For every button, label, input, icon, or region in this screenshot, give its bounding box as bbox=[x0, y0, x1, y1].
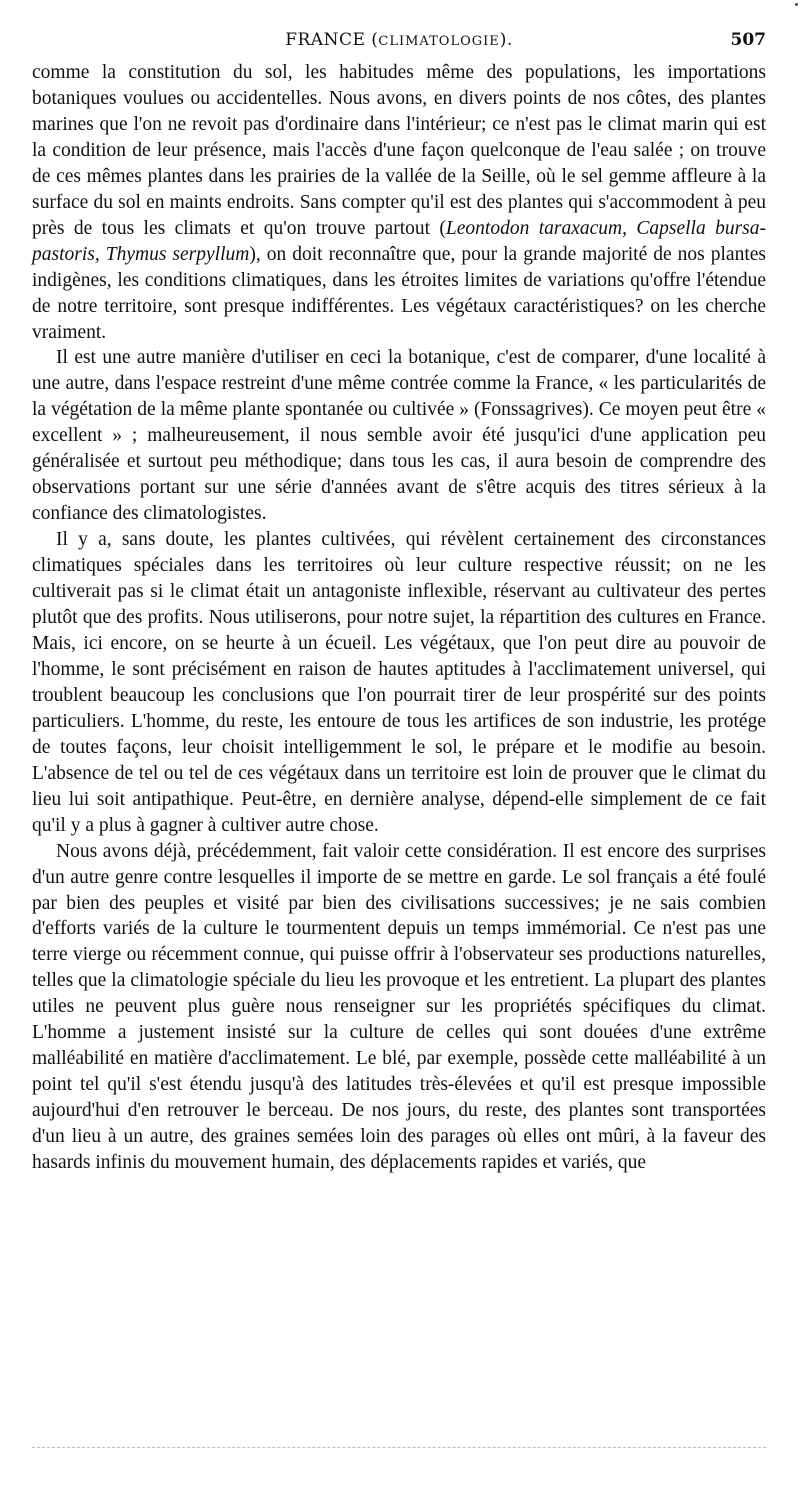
running-title-end: ). bbox=[499, 30, 513, 50]
running-head bbox=[32, 30, 766, 56]
paragraph-2 bbox=[32, 345, 766, 527]
paragraph-text: Il y a, sans doute, les plantes cultivées, qui révèlent certainement des circonstances climatiques spéciales dans les territoires où leur culture respective réussit; on ne les cultiverait pas si le climat était un antagoniste inflexible, réservant au cultivateur des pertes plutôt que des profits. Nous utiliserons, pour notre sujet, la répartition des cultures en France. Mais, ici encore, on se heurte à un écueil. Les végétaux, que l'on peut dire au pouvoir de l'homme, le sont précisément en raison de hautes aptitudes à l'acclimatement universel, qui troublent beaucoup les conclusions que l'on pourrait tirer de leur prospérité sur des points particuliers. L'homme, du reste, les entoure de tous les artifices de son industrie, les protége de toutes façons, leur choisit intelligemment le sol, le prépare et le modifie au besoin. L'absence de tel ou tel de ces végétaux dans un territoire est loin de prouver que le climat du lieu lui soit antipathique. Peut-être, en dernière analyse, dépend-elle simplement de ce fait qu'il y a plus à gagner à cultiver autre chose. bbox=[32, 529, 766, 836]
paragraph-text: comme la constitution du sol, les habitudes même des populations, les importations botaniques voulues ou accidentelles. Nous avons, en divers points de nos côtes, des plantes marines que l'on ne revoit pas d'ordinaire dans l'intérieur; ce n'est pas le climat marin qui est la condition de leur présence, mais l'accès d'une façon quelconque de l'eau salée ; on trouve de ces mêmes plantes dans les prairies de la vallée de la Seille, où le sel gemme affleure à la surface du sol en maints endroits. Sans compter qu'il est des plantes qui s'accommodent à peu près de tous les climats et qu'on trouve partout ( bbox=[32, 62, 766, 239]
running-title bbox=[32, 30, 766, 50]
running-title-smallcaps: CLIMATOLOGIE bbox=[378, 34, 500, 49]
scan-speck bbox=[795, 3, 798, 6]
paragraph-1 bbox=[32, 60, 766, 345]
italic-text: Leontodon taraxacum, Capsella bursa-pastoris, Thymus serpyllum bbox=[32, 217, 767, 265]
footer-rule bbox=[32, 1447, 766, 1448]
paragraph-text: ), on doit reconnaître que, pour la grande majorité de nos plantes indigènes, les conditions climatiques, dans les étroites limites de variations qu'offre l'étendue de notre territoire, sont presque indifférentes. Les végétaux caractéristiques? on les cherche vraiment. bbox=[32, 243, 767, 343]
paragraph-3 bbox=[32, 527, 766, 838]
running-title-main: FRANCE ( bbox=[285, 30, 379, 50]
body-text bbox=[32, 60, 766, 1176]
paragraph-4 bbox=[32, 839, 766, 1176]
paragraph-text: Nous avons déjà, précédemment, fait valoir cette considération. Il est encore des surprises d'un autre genre contre lesquelles il importe de se mettre en garde. Le sol français a été foulé par bien des peuples et visité par bien des civilisations successives; je ne sais combien d'efforts variés de la culture le tourmentent depuis un temps immémorial. Ce n'est pas une terre vierge ou récemment connue, qui puisse offrir à l'observateur ses productions naturelles, telles que la climatologie spéciale du lieu les provoque et les entretient. La plupart des plantes utiles ne peuvent plus guère nous renseigner sur les propriétés spécifiques du climat. L'homme a justement insisté sur la culture de celles qui sont douées d'une extrême malléabilité en matière d'acclimatement. Le blé, par exemple, possède cette malléabilité à un point tel qu'il s'est étendu jusqu'à des latitudes très-élevées et qu'il est presque impossible aujourd'hui d'en retrouver le berceau. De nos jours, du reste, des plantes sont transportées d'un lieu à un autre, des graines semées loin des parages où elles ont mûri, à la faveur des hasards infinis du mouvement humain, des déplacements rapides et variés, que bbox=[32, 840, 766, 1174]
paragraph-text: Il est une autre manière d'utiliser en ceci la botanique, c'est de comparer, d'une localité à une autre, dans l'espace restreint d'une même contrée comme la France, « les particularités de la végétation de la même plante spontanée ou cultivée » (Fonssagrives). Ce moyen peut être « excellent » ; malheureusement, il nous semble avoir été jusqu'ici d'une application peu généralisée et surtout peu méthodique; dans tous les cas, il aura besoin de comprendre des observations portant sur une série d'années avant de s'être acquis des titres sérieux à la confiance des climatologistes. bbox=[32, 347, 766, 525]
page-number: 507 bbox=[730, 30, 766, 50]
